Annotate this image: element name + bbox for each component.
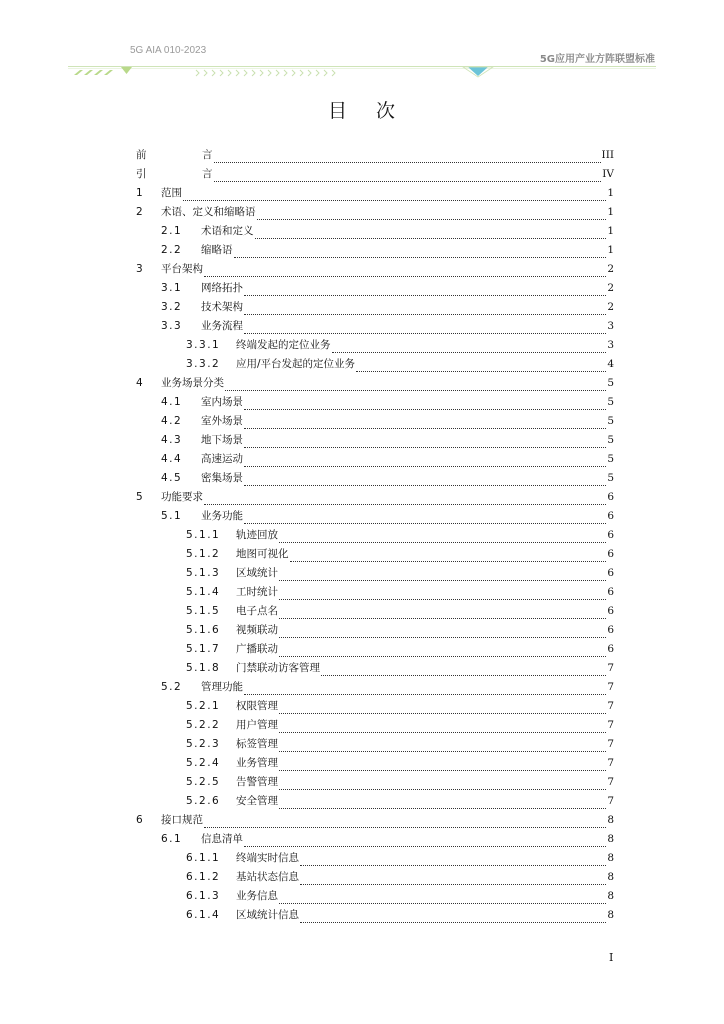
toc-leader-dots — [356, 359, 606, 372]
toc-leader-dots — [244, 397, 606, 410]
toc-entry-number: 5 — [136, 490, 145, 503]
toc-leader-dots — [255, 226, 607, 239]
toc-entry-label: 安全管理 — [236, 795, 278, 807]
toc-leader-dots — [244, 511, 606, 524]
toc-entry[interactable] — [136, 658, 614, 677]
toc-entry-label: 视频联动 — [236, 624, 278, 636]
toc-entry-label: 区域统计信息 — [236, 909, 299, 921]
toc-entry[interactable] — [136, 810, 614, 829]
blue-triangle — [468, 67, 488, 76]
toc-entry[interactable] — [136, 487, 614, 506]
toc-entry[interactable] — [136, 544, 614, 563]
page-number: I — [609, 951, 614, 964]
toc-entry-number: 6.1.1 — [186, 851, 221, 864]
toc-entry-label: 高速运动 — [201, 453, 243, 465]
toc-entry-label: 用户管理 — [236, 719, 278, 731]
toc-leader-dots — [257, 207, 607, 220]
toc-entry-number: 5.1.6 — [186, 623, 221, 636]
page-title: 目 次 — [327, 100, 397, 122]
toc-entry-number: 5.1.4 — [186, 585, 221, 598]
toc-leader-dots — [183, 188, 606, 201]
green-slashes — [74, 70, 113, 75]
toc-leader-dots — [279, 796, 606, 809]
toc-entry-label: 门禁联动访客管理 — [236, 662, 320, 674]
toc-entry[interactable] — [136, 620, 614, 639]
toc-entry-page: 8 — [607, 813, 614, 826]
toc-leader-dots — [244, 435, 606, 448]
toc-leader-dots — [332, 340, 607, 353]
toc-entry-label: 应用/平台发起的定位业务 — [236, 358, 356, 370]
toc-entry-label: 网络拓扑 — [201, 282, 243, 294]
toc-entry-page: 6 — [607, 490, 614, 503]
toc-leader-dots — [279, 701, 606, 714]
toc-entry-number: 5.2.1 — [186, 699, 221, 712]
toc-entry-page: 7 — [607, 661, 614, 674]
toc-entry-page: 5 — [607, 395, 614, 408]
toc-entry-label: 地下场景 — [201, 434, 243, 446]
toc-entry-label: 平台架构 — [161, 263, 203, 275]
toc-leader-dots — [279, 644, 606, 657]
toc-leader-dots — [214, 150, 601, 163]
toc-entry[interactable] — [136, 145, 614, 164]
toc-entry-number: 前 — [136, 149, 148, 161]
toc-entry-number: 4 — [136, 376, 145, 389]
toc-entry-page: 8 — [607, 908, 614, 921]
toc-entry[interactable] — [136, 373, 614, 392]
toc-entry-page: 2 — [607, 262, 614, 275]
toc-entry[interactable] — [136, 848, 614, 867]
toc-entry[interactable] — [136, 202, 614, 221]
toc-entry-page: 6 — [607, 585, 614, 598]
toc-entry-page: 7 — [607, 699, 614, 712]
toc-entry-number: 5.1.3 — [186, 566, 221, 579]
toc-entry[interactable] — [136, 354, 614, 373]
toc-entry-label: 范围 — [161, 187, 182, 199]
toc-entry-label: 业务功能 — [201, 510, 243, 522]
toc-entry[interactable] — [136, 715, 614, 734]
toc-entry[interactable] — [136, 316, 614, 335]
toc-leader-dots — [244, 416, 606, 429]
toc-leader-dots — [244, 302, 606, 315]
toc-entry-page: 7 — [607, 775, 614, 788]
toc-entry[interactable] — [136, 772, 614, 791]
toc-entry-label: 基站状态信息 — [236, 871, 299, 883]
toc-entry-page: 5 — [607, 414, 614, 427]
toc-entry[interactable] — [136, 639, 614, 658]
toc-entry-number: 5.1.2 — [186, 547, 221, 560]
toc-leader-dots — [321, 663, 606, 676]
toc-entry-page: 7 — [607, 718, 614, 731]
toc-entry[interactable] — [136, 392, 614, 411]
toc-entry-number: 2 — [136, 205, 145, 218]
toc-leader-dots — [300, 853, 606, 866]
toc-entry[interactable] — [136, 449, 614, 468]
toc-entry[interactable] — [136, 867, 614, 886]
toc-entry-page: IV — [602, 167, 614, 180]
toc-entry[interactable] — [136, 240, 614, 259]
toc-entry[interactable] — [136, 278, 614, 297]
toc-entry-page: III — [601, 148, 614, 161]
toc-entry-page: 3 — [607, 338, 614, 351]
toc-entry-page: 8 — [607, 832, 614, 845]
toc-entry-number: 1 — [136, 186, 145, 199]
toc-entry-page: 7 — [607, 756, 614, 769]
toc-entry[interactable] — [136, 829, 614, 848]
toc-entry[interactable] — [136, 506, 614, 525]
toc-entry-page: 2 — [607, 281, 614, 294]
toc-entry-label: 信息清单 — [201, 833, 243, 845]
toc-entry-number: 5.2.6 — [186, 794, 221, 807]
toc-leader-dots — [204, 492, 606, 505]
toc-entry[interactable] — [136, 164, 614, 183]
toc-entry-label: 术语和定义 — [201, 225, 254, 237]
toc-entry-page: 8 — [607, 870, 614, 883]
toc-entry[interactable] — [136, 886, 614, 905]
toc-entry-label: 权限管理 — [236, 700, 278, 712]
toc-entry-label: 术语、定义和缩略语 — [161, 206, 256, 218]
toc-entry[interactable] — [136, 696, 614, 715]
toc-entry[interactable] — [136, 468, 614, 487]
toc-entry-page: 4 — [607, 357, 614, 370]
toc-entry-number: 4.2 — [161, 414, 183, 427]
toc-entry[interactable] — [136, 563, 614, 582]
toc-entry-number: 6.1 — [161, 832, 183, 845]
toc-entry[interactable] — [136, 905, 614, 924]
toc-entry-label: 工时统计 — [236, 586, 278, 598]
toc-leader-dots — [204, 815, 606, 828]
toc-leader-dots — [279, 530, 606, 543]
toc-entry-number: 5.1.7 — [186, 642, 221, 655]
toc-entry-page: 6 — [607, 604, 614, 617]
toc-entry-number: 5.1.8 — [186, 661, 221, 674]
toc-entry-label: 言 — [202, 149, 213, 161]
toc-entry[interactable] — [136, 183, 614, 202]
toc-entry-number: 5.1 — [161, 509, 183, 522]
toc-leader-dots — [279, 777, 606, 790]
toc-entry-page: 7 — [607, 737, 614, 750]
toc-leader-dots — [279, 587, 606, 600]
toc-entry-page: 1 — [607, 186, 614, 199]
toc-entry-page: 7 — [607, 794, 614, 807]
toc-entry-page: 5 — [607, 376, 614, 389]
toc-entry[interactable] — [136, 601, 614, 620]
toc-leader-dots — [225, 378, 606, 391]
toc-entry-number: 6.1.3 — [186, 889, 221, 902]
toc-entry-page: 1 — [607, 243, 614, 256]
toc-entry-page: 6 — [607, 623, 614, 636]
toc-leader-dots — [300, 872, 606, 885]
toc-entry-number: 4.3 — [161, 433, 183, 446]
toc-leader-dots — [290, 549, 607, 562]
toc-leader-dots — [279, 625, 606, 638]
toc-entry-label: 言 — [202, 168, 213, 180]
toc-entry-label: 终端发起的定位业务 — [236, 339, 331, 351]
toc-entry-number: 2.1 — [161, 224, 183, 237]
toc-entry-number: 6.1.4 — [186, 908, 221, 921]
toc-leader-dots — [234, 245, 607, 258]
toc-leader-dots — [204, 264, 606, 277]
toc-entry-number: 5.2.3 — [186, 737, 221, 750]
toc-leader-dots — [244, 321, 606, 334]
toc-entry-label: 区域统计 — [236, 567, 278, 579]
table-of-contents — [136, 145, 614, 924]
toc-entry[interactable] — [136, 753, 614, 772]
toc-entry-page: 8 — [607, 851, 614, 864]
toc-entry-label: 技术架构 — [201, 301, 243, 313]
toc-leader-dots — [279, 891, 606, 904]
toc-entry-label: 业务流程 — [201, 320, 243, 332]
toc-entry[interactable] — [136, 411, 614, 430]
toc-entry-page: 6 — [607, 509, 614, 522]
toc-entry[interactable] — [136, 430, 614, 449]
toc-entry[interactable] — [136, 297, 614, 316]
toc-entry-page: 6 — [607, 528, 614, 541]
toc-entry-label: 管理功能 — [201, 681, 243, 693]
toc-leader-dots — [244, 473, 606, 486]
toc-entry[interactable] — [136, 259, 614, 278]
toc-entry-label: 功能要求 — [161, 491, 203, 503]
toc-entry[interactable] — [136, 525, 614, 544]
toc-entry-page: 5 — [607, 471, 614, 484]
toc-entry-number: 4.5 — [161, 471, 183, 484]
toc-leader-dots — [279, 606, 606, 619]
toc-leader-dots — [214, 169, 602, 182]
toc-entry-number: 2.2 — [161, 243, 183, 256]
toc-entry-label: 缩略语 — [201, 244, 233, 256]
toc-entry-page: 6 — [607, 547, 614, 560]
toc-entry-number: 6.1.2 — [186, 870, 221, 883]
toc-leader-dots — [244, 283, 606, 296]
toc-leader-dots — [279, 720, 606, 733]
toc-entry-label: 密集场景 — [201, 472, 243, 484]
toc-entry-number: 6 — [136, 813, 145, 826]
toc-entry-page: 3 — [607, 319, 614, 332]
toc-entry-number: 4.4 — [161, 452, 183, 465]
toc-entry-page: 1 — [607, 224, 614, 237]
toc-entry-page: 5 — [607, 452, 614, 465]
toc-leader-dots — [244, 834, 606, 847]
organization-name: 5G应用产业方阵联盟标准 — [539, 54, 655, 65]
toc-entry-number: 3.3.1 — [186, 338, 221, 351]
green-triangle — [121, 67, 132, 74]
toc-entry[interactable] — [136, 582, 614, 601]
toc-entry[interactable] — [136, 335, 614, 354]
toc-entry-label: 轨迹回放 — [236, 529, 278, 541]
toc-entry-number: 3.1 — [161, 281, 183, 294]
toc-entry-label: 终端实时信息 — [236, 852, 299, 864]
toc-entry-number: 5.2.4 — [186, 756, 221, 769]
toc-entry-page: 6 — [607, 566, 614, 579]
chevron-row — [196, 70, 335, 76]
toc-entry-label: 业务管理 — [236, 757, 278, 769]
header-decoration — [68, 63, 656, 83]
toc-entry-label: 室外场景 — [201, 415, 243, 427]
toc-entry-page: 5 — [607, 433, 614, 446]
toc-entry[interactable] — [136, 677, 614, 696]
toc-leader-dots — [300, 910, 606, 923]
toc-entry-label: 标签管理 — [236, 738, 278, 750]
toc-leader-dots — [279, 568, 606, 581]
toc-leader-dots — [279, 758, 606, 771]
toc-entry-label: 接口规范 — [161, 814, 203, 826]
toc-entry-number: 5.1.1 — [186, 528, 221, 541]
toc-entry[interactable] — [136, 221, 614, 240]
toc-entry-page: 7 — [607, 680, 614, 693]
toc-entry-number: 5.2.5 — [186, 775, 221, 788]
toc-entry-page: 2 — [607, 300, 614, 313]
toc-entry-number: 3.2 — [161, 300, 183, 313]
toc-entry-label: 告警管理 — [236, 776, 278, 788]
toc-entry-page: 1 — [607, 205, 614, 218]
toc-entry-number: 5.1.5 — [186, 604, 221, 617]
toc-entry-number: 引 — [136, 168, 148, 180]
toc-entry-label: 地图可视化 — [236, 548, 289, 560]
toc-entry-label: 电子点名 — [236, 605, 278, 617]
toc-entry[interactable] — [136, 734, 614, 753]
toc-entry-number: 3 — [136, 262, 145, 275]
toc-entry-label: 广播联动 — [236, 643, 278, 655]
toc-entry-number: 5.2.2 — [186, 718, 221, 731]
toc-entry-number: 3.3 — [161, 319, 183, 332]
toc-entry-number: 5.2 — [161, 680, 183, 693]
toc-entry-number: 4.1 — [161, 395, 183, 408]
toc-entry-page: 8 — [607, 889, 614, 902]
toc-entry-label: 业务场景分类 — [161, 377, 224, 389]
document-code: 5G AIA 010-2023 — [130, 45, 207, 56]
toc-entry-label: 业务信息 — [236, 890, 278, 902]
toc-leader-dots — [279, 739, 606, 752]
toc-leader-dots — [244, 454, 606, 467]
toc-leader-dots — [244, 682, 606, 695]
toc-entry-number: 3.3.2 — [186, 357, 221, 370]
toc-entry-label: 室内场景 — [201, 396, 243, 408]
toc-entry[interactable] — [136, 791, 614, 810]
toc-entry-page: 6 — [607, 642, 614, 655]
